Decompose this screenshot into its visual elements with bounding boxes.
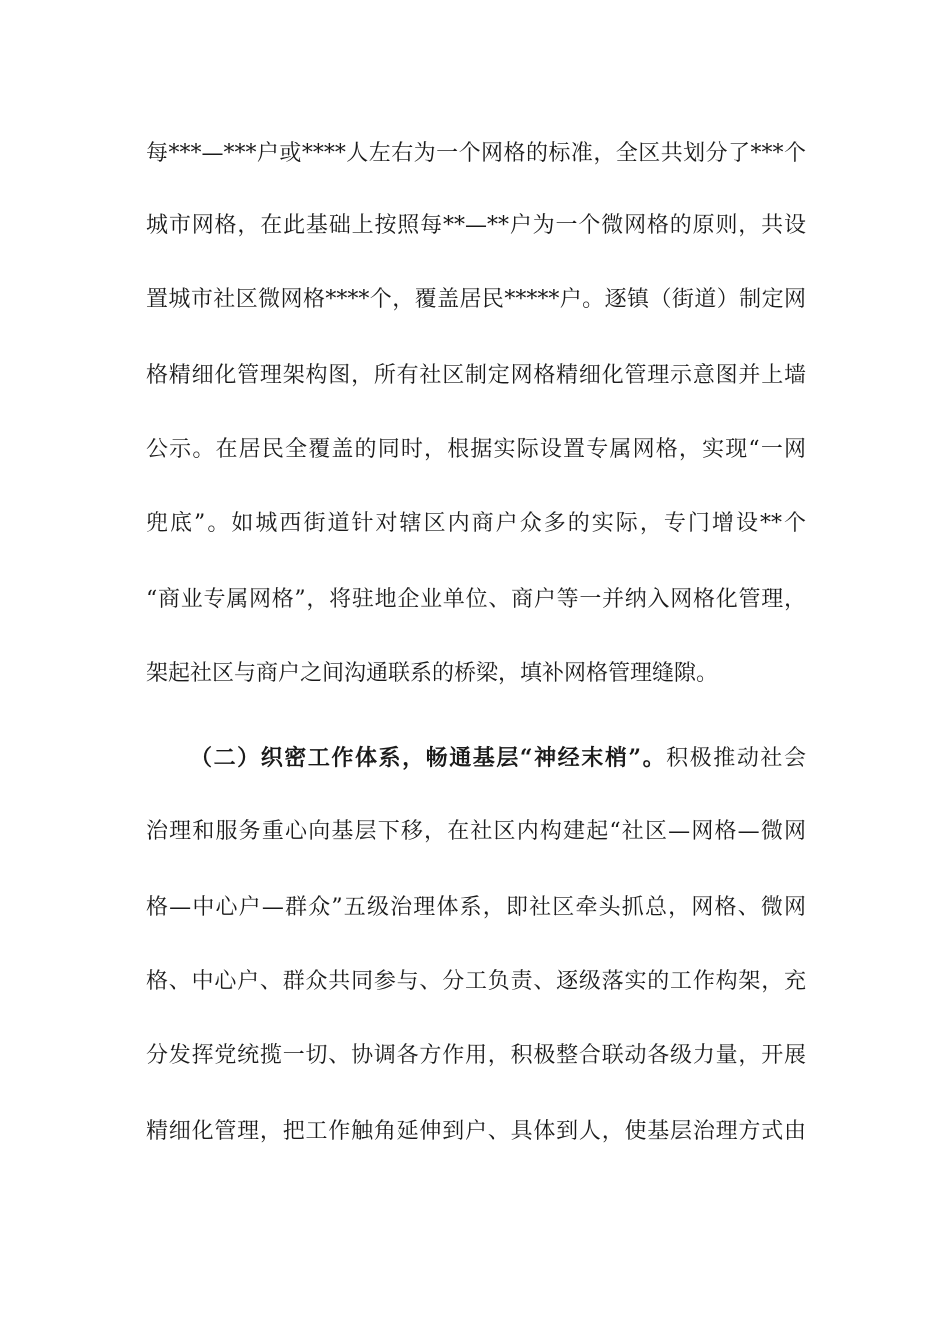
paragraph-1-line-3: 置城市社区微网格****个，覆盖居民*****户。逐镇（街道）制定网 — [146, 287, 806, 312]
paragraph-2-line-5: 分发挥党统揽一切、协调各方作用，积极整合联动各级力量，开展 — [146, 1043, 806, 1068]
paragraph-1-line-4: 格精细化管理架构图，所有社区制定网格精细化管理示意图并上墙 — [146, 363, 806, 388]
paragraph-2-line-4: 格、中心户、群众共同参与、分工负责、逐级落实的工作构架，充 — [146, 969, 806, 994]
paragraph-1-line-6: 兜底”。如城西街道针对辖区内商户众多的实际，专门增设**个 — [146, 511, 806, 536]
paragraph-2-line-6: 精细化管理，把工作触角延伸到户、具体到人，使基层治理方式由 — [146, 1119, 806, 1144]
paragraph-2-line-2: 治理和服务重心向基层下移，在社区内构建起“社区—网格—微网 — [146, 819, 806, 844]
paragraph-1-line-5: 公示。在居民全覆盖的同时，根据实际设置专属网格，实现“一网 — [146, 437, 806, 462]
paragraph-1-line-2: 城市网格，在此基础上按照每**—**户为一个微网格的原则，共设 — [146, 213, 806, 238]
paragraph-1-line-1: 每***—***户或****人左右为一个网格的标准，全区共划分了***个 — [146, 141, 806, 166]
paragraph-2-first-line — [190, 738, 806, 778]
paragraph-2-first-line-text: 积极推动社会 — [666, 746, 806, 771]
paragraph-1-line-8: 架起社区与商户之间沟通联系的桥梁，填补网格管理缝隙。 — [146, 661, 719, 686]
paragraph-2-line-3: 格—中心户—群众”五级治理体系，即社区牵头抓总，网格、微网 — [146, 895, 806, 920]
paragraph-1-line-7: “商业专属网格”，将驻地企业单位、商户等一并纳入网格化管理， — [146, 587, 806, 612]
section-heading: （二）织密工作体系，畅通基层“神经末梢”。 — [190, 745, 667, 771]
